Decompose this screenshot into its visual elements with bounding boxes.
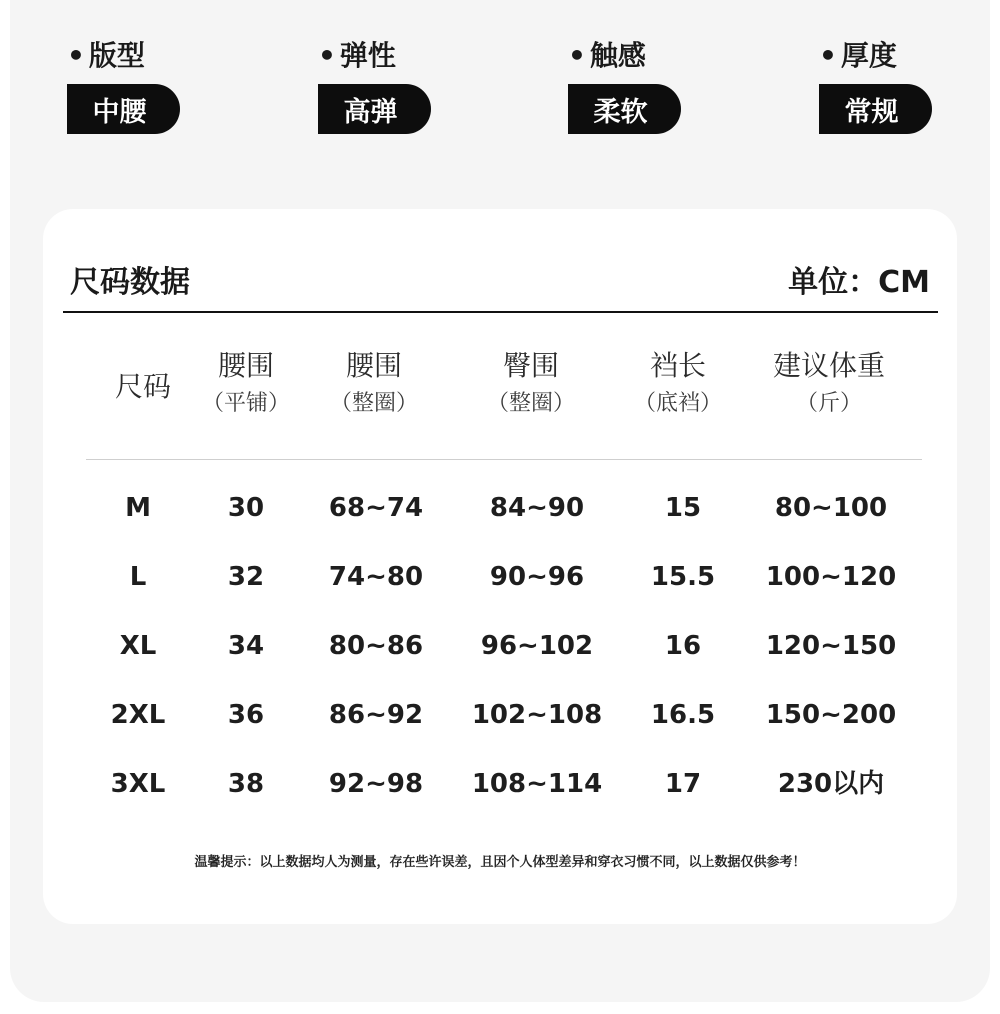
table-cell: 120~150 bbox=[765, 631, 897, 661]
attribute-value-badge: 常规 bbox=[819, 84, 932, 134]
table-cell: 150~200 bbox=[765, 700, 897, 730]
attribute-thickness bbox=[819, 38, 1000, 134]
disclaimer-note: 温馨提示：以上数据均人为测量，存在些许误差，且因个人体型差异和穿衣习惯不同，以上数据仅供参考！ bbox=[194, 855, 806, 870]
table-cell: 16 bbox=[664, 631, 702, 661]
column-header-line2: （整圈） bbox=[486, 391, 576, 416]
table-row bbox=[43, 681, 957, 750]
table-cell: 80~100 bbox=[774, 493, 888, 523]
attribute-label bbox=[819, 38, 1000, 74]
header-divider bbox=[86, 459, 922, 460]
attribute-label bbox=[568, 38, 768, 74]
table-cell: 230以内 bbox=[777, 769, 885, 799]
column-header-line1: 尺码 bbox=[114, 370, 172, 403]
table-cell: 38 bbox=[227, 769, 265, 799]
table-row bbox=[43, 612, 957, 681]
size-chart-card bbox=[43, 209, 957, 924]
table-cell: 17 bbox=[664, 769, 702, 799]
bullet-icon: • bbox=[67, 39, 85, 72]
table-cell: 16.5 bbox=[650, 700, 716, 730]
column-header-line1: 臀围 bbox=[502, 349, 560, 382]
table-cell: 15.5 bbox=[650, 562, 716, 592]
column-header-line1: 建议体重 bbox=[772, 349, 886, 382]
bullet-icon: • bbox=[318, 39, 336, 72]
table-cell: 74~80 bbox=[328, 562, 424, 592]
table-cell: 96~102 bbox=[480, 631, 594, 661]
column-header-waist-flat bbox=[202, 347, 290, 423]
attribute-value-badge: 柔软 bbox=[568, 84, 681, 134]
table-cell: 36 bbox=[227, 700, 265, 730]
column-header-line1: 裆长 bbox=[649, 349, 707, 382]
column-header-line1: 腰围 bbox=[217, 349, 275, 382]
table-cell: 32 bbox=[227, 562, 265, 592]
table-cell: 86~92 bbox=[328, 700, 424, 730]
column-header-line1: 腰围 bbox=[345, 349, 403, 382]
table-cell: M bbox=[125, 493, 151, 523]
column-header-line2: （平铺） bbox=[201, 391, 291, 416]
column-header-size bbox=[115, 347, 171, 427]
column-header-hip bbox=[487, 347, 575, 423]
attribute-list bbox=[57, 38, 957, 138]
attribute-elasticity bbox=[318, 38, 518, 134]
attribute-label-text: 厚度 bbox=[840, 39, 897, 72]
table-cell: 84~90 bbox=[489, 493, 585, 523]
table-cell: 80~86 bbox=[328, 631, 424, 661]
column-header-crotch bbox=[634, 347, 722, 423]
size-chart-header bbox=[63, 261, 938, 313]
column-header-weight bbox=[773, 347, 885, 423]
size-chart-title: 尺码数据 bbox=[70, 265, 190, 300]
table-row bbox=[43, 543, 957, 612]
table-cell: 2XL bbox=[110, 700, 166, 730]
table-cell: 15 bbox=[664, 493, 702, 523]
bullet-icon: • bbox=[568, 39, 586, 72]
table-cell: 92~98 bbox=[328, 769, 424, 799]
size-chart-unit: 单位：CM bbox=[788, 265, 930, 300]
table-cell: 68~74 bbox=[328, 493, 424, 523]
table-cell: 34 bbox=[227, 631, 265, 661]
table-cell: 102~108 bbox=[471, 700, 603, 730]
column-header-line2: （底裆） bbox=[633, 391, 723, 416]
attribute-label-text: 触感 bbox=[589, 39, 646, 72]
attribute-value-badge: 中腰 bbox=[67, 84, 180, 134]
bullet-icon: • bbox=[819, 39, 837, 72]
column-header-line2: （斤） bbox=[795, 391, 863, 416]
attribute-label bbox=[318, 38, 518, 74]
attribute-touch bbox=[568, 38, 768, 134]
attribute-value-badge: 高弹 bbox=[318, 84, 431, 134]
table-cell: 90~96 bbox=[489, 562, 585, 592]
table-cell: 3XL bbox=[110, 769, 166, 799]
table-cell: 108~114 bbox=[471, 769, 603, 799]
attribute-fit bbox=[67, 38, 267, 134]
table-row bbox=[43, 750, 957, 819]
attribute-label-text: 版型 bbox=[88, 39, 145, 72]
column-header-waist-full bbox=[330, 347, 418, 423]
table-cell: 30 bbox=[227, 493, 265, 523]
attribute-label bbox=[67, 38, 267, 74]
attribute-label-text: 弹性 bbox=[339, 39, 396, 72]
table-row bbox=[43, 474, 957, 543]
table-cell: XL bbox=[119, 631, 157, 661]
column-header-line2: （整圈） bbox=[329, 391, 419, 416]
table-cell: L bbox=[129, 562, 147, 592]
table-cell: 100~120 bbox=[765, 562, 897, 592]
table-header bbox=[43, 347, 957, 457]
